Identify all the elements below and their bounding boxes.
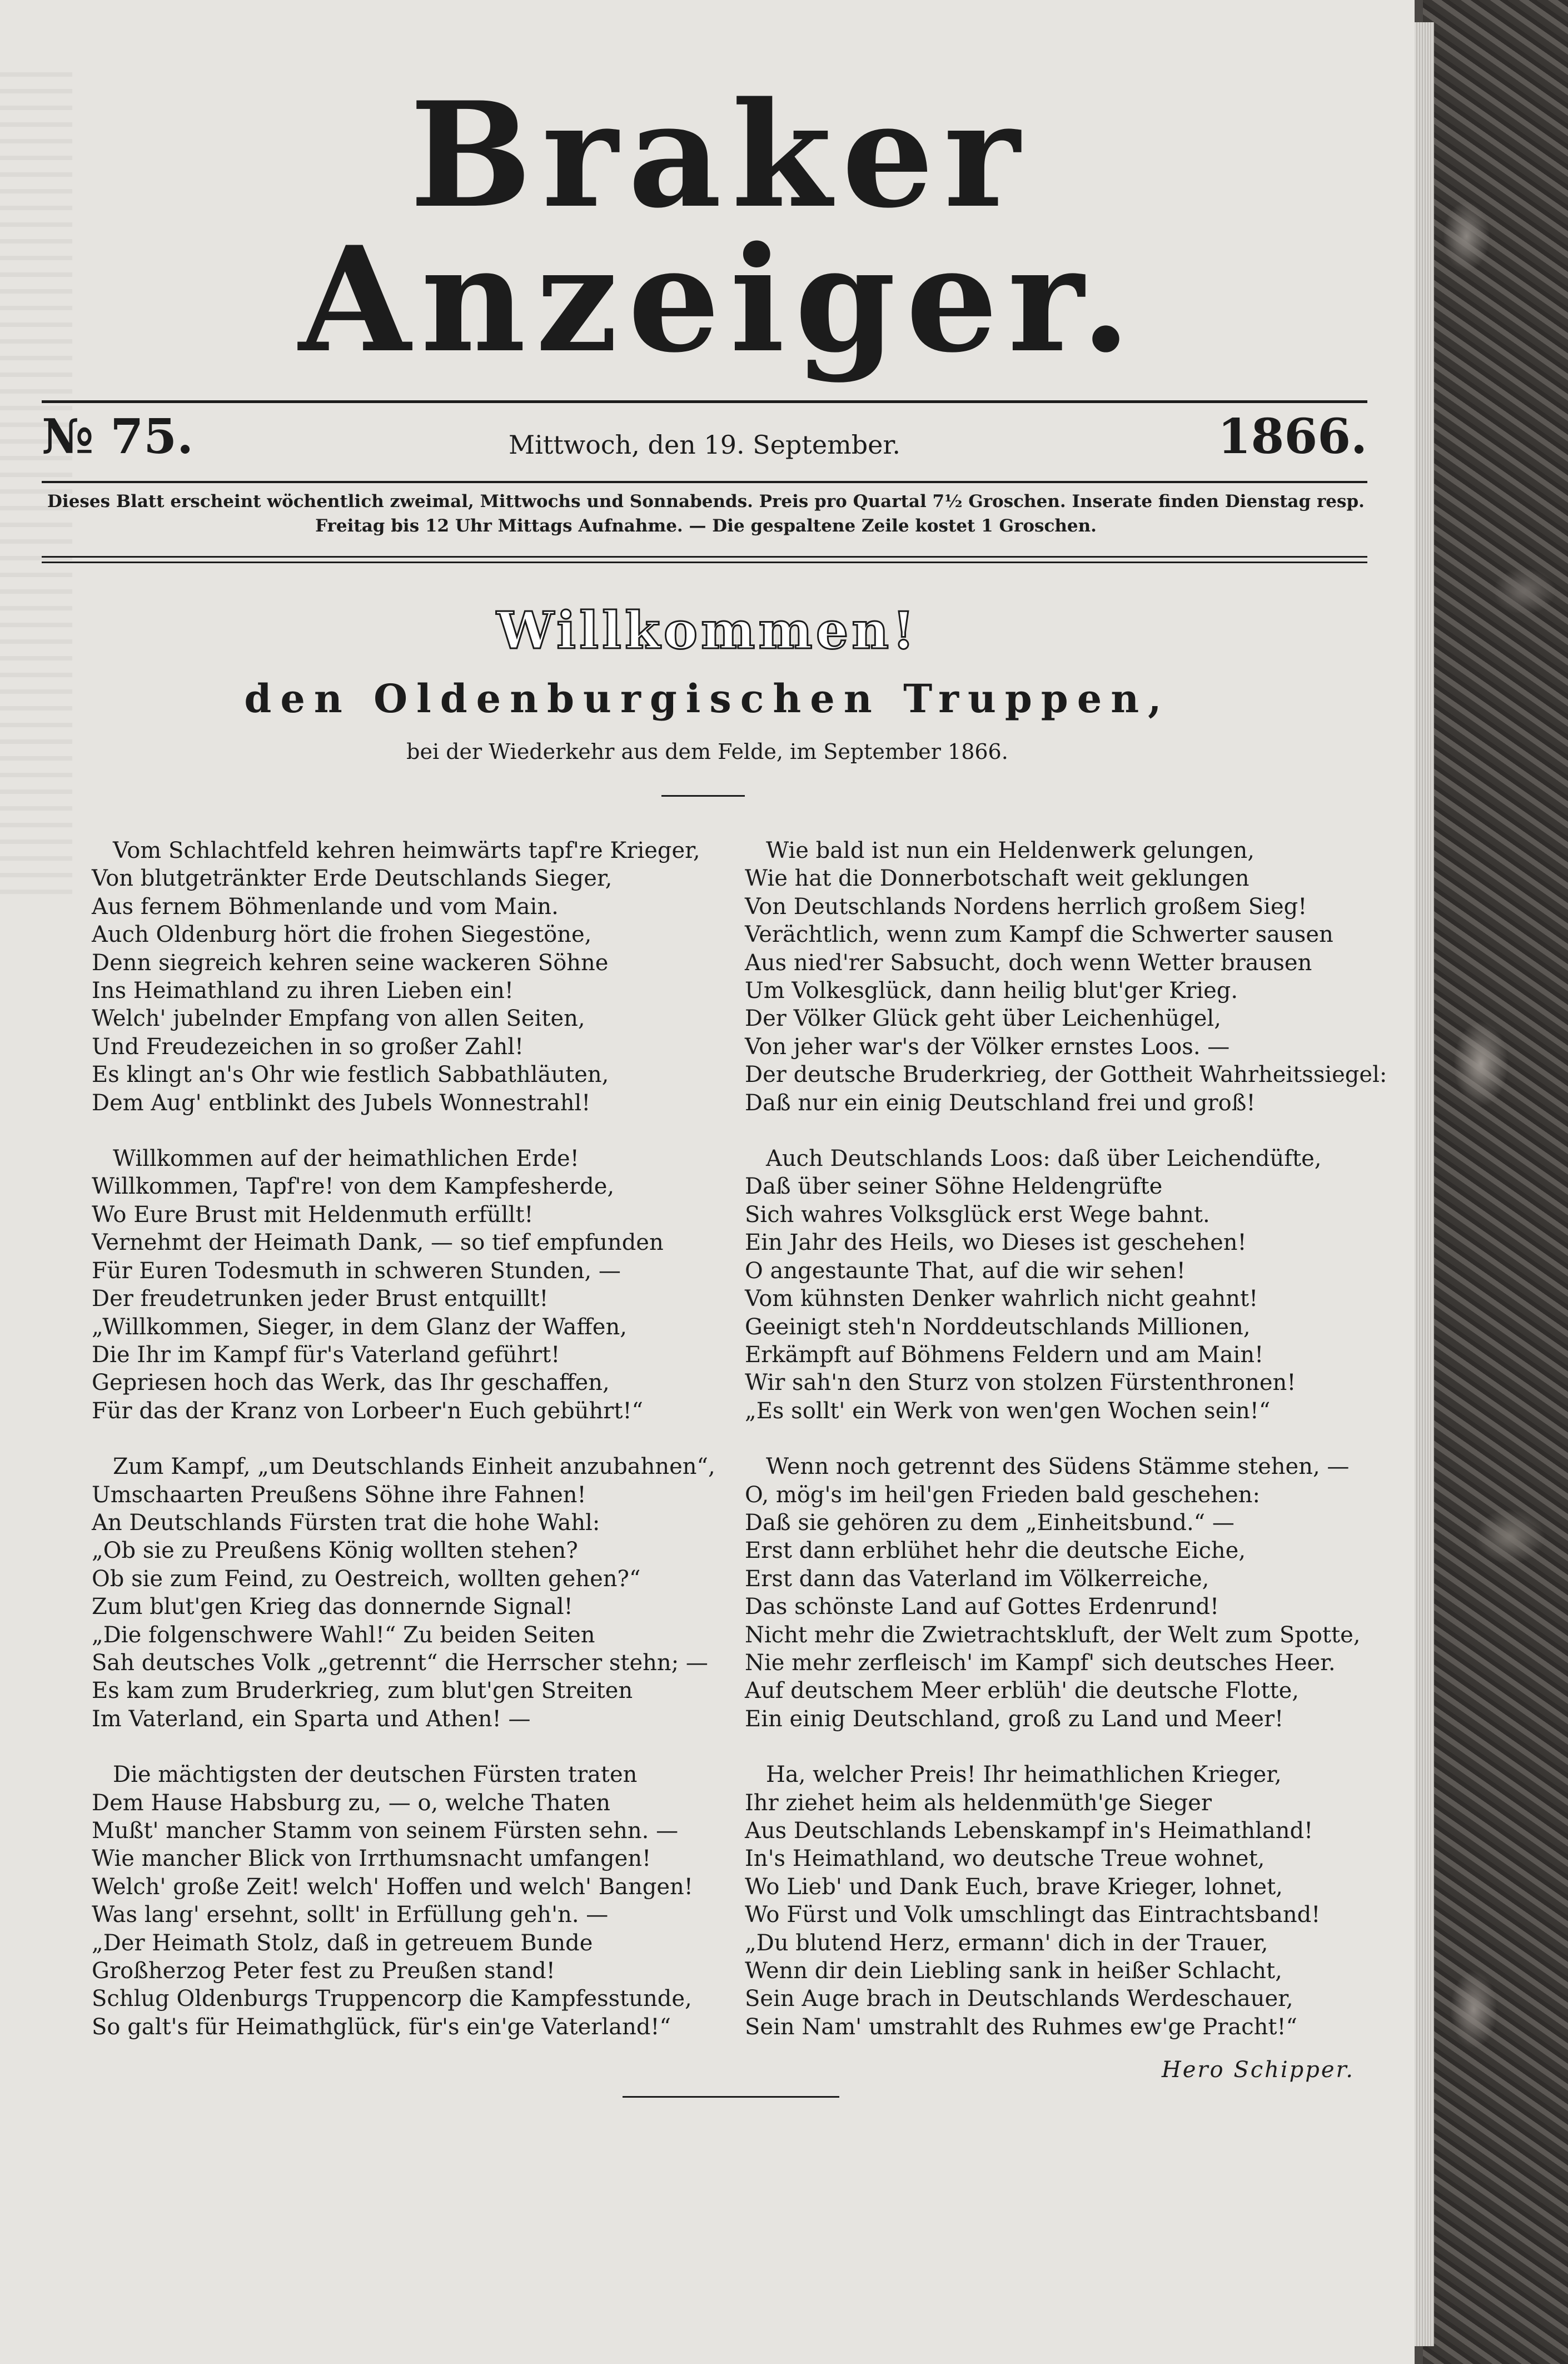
masthead-rule [42, 400, 1367, 403]
poem-line: Ihr ziehet heim als heldenmüth'ge Sieger [745, 1790, 1212, 1816]
poem-line: Sah deutsches Volk „getrennt“ die Herrscher stehn; — [92, 1650, 708, 1676]
poem-line: Ein einig Deutschland, groß zu Land und Meer! [745, 1706, 1284, 1732]
poem-line: Wo Eure Brust mit Heldenmuth erfüllt! [92, 1201, 534, 1228]
poem-line: Es kam zum Bruderkrieg, zum blut'gen Streiten [92, 1678, 633, 1704]
poem-line: Auch Deutschlands Loos: daß über Leichendüfte, [766, 1146, 1322, 1172]
poem-subtitle: den Oldenburgischen Truppen, [244, 676, 1171, 722]
poem-line: „Der Heimath Stolz, daß in getreuem Bunde [92, 1930, 593, 1956]
poem-line: Was lang' ersehnt, sollt' in Erfüllung geh'n. — [92, 1902, 609, 1928]
poem-occasion: bei der Wiederkehr aus dem Felde, im September 1866. [406, 739, 1008, 764]
poem-line: Der deutsche Bruderkrieg, der Gottheit Wahrheitssiegel: [745, 1062, 1387, 1088]
poem-line: Es klingt an's Ohr wie festlich Sabbathläuten, [92, 1062, 609, 1088]
subscription-notice [44, 489, 1367, 538]
poem-author: Hero Schipper. [1161, 2057, 1355, 2083]
poem-line: So galt's für Heimathglück, für's ein'ge Vaterland!“ [92, 2014, 671, 2040]
poem-line: Daß sie gehören zu dem „Einheitsbund.“ — [745, 1509, 1235, 1536]
poem-line: Und Freudezeichen in so großer Zahl! [92, 1034, 524, 1060]
masthead-title: Braker Anzeiger. [298, 71, 1141, 385]
poem-line: Verächtlich, wenn zum Kampf die Schwerter sausen [745, 922, 1333, 948]
poem-line: Die Ihr im Kampf für's Vaterland geführt! [92, 1342, 560, 1368]
poem-line: Wenn dir dein Liebling sank in heißer Schlacht, [745, 1958, 1282, 1984]
poem-stanza [92, 1145, 759, 1425]
poem-line: Vom kühnsten Denker wahrlich nicht geahnt! [745, 1286, 1258, 1312]
poem-line: Im Vaterland, ein Sparta und Athen! — [92, 1706, 531, 1732]
poem-line: Auch Oldenburg hört die frohen Siegestöne, [92, 922, 592, 948]
poem-line: Von Deutschlands Nordens herrlich großem Sieg! [745, 893, 1307, 920]
poem-line: Erst dann erblühet hehr die deutsche Eiche, [745, 1538, 1246, 1564]
poem-line: Vom Schlachtfeld kehren heimwärts tapf're Krieger, [113, 838, 700, 863]
poem-line: Dem Hause Habsburg zu, — o, welche Thaten [92, 1790, 611, 1816]
poem-line: Geeinigt steh'n Norddeutschlands Millionen, [745, 1314, 1251, 1340]
poem-line: Der freudetrunken jeder Brust entquillt! [92, 1286, 549, 1312]
poem-line: Wenn noch getrennt des Südens Stämme stehen, — [766, 1454, 1350, 1480]
title-separator [661, 795, 745, 797]
poem-line: „Es sollt' ein Werk von wen'gen Wochen sein!“ [745, 1398, 1271, 1424]
poem-line: Dem Aug' entblinkt des Jubels Wonnestrahl! [92, 1090, 591, 1116]
poem-line: Für das der Kranz von Lorbeer'n Euch gebührt!“ [92, 1398, 643, 1424]
marbled-book-cover [1423, 0, 1568, 2364]
issue-date: Mittwoch, den 19. September. [509, 430, 900, 460]
notice-rule-bottom [42, 562, 1367, 563]
poem-line: An Deutschlands Fürsten trat die hohe Wahl: [92, 1509, 600, 1536]
poem-line: Auf deutschem Meer erblüh' die deutsche Flotte, [745, 1678, 1299, 1704]
poem-line: „Du blutend Herz, ermann' dich in der Trauer, [745, 1930, 1268, 1956]
poem-line: Sein Nam' umstrahlt des Ruhmes ew'ge Pracht!“ [745, 2014, 1297, 2040]
poem-line: Die mächtigsten der deutschen Fürsten traten [113, 1762, 638, 1788]
poem-line: Denn siegreich kehren seine wackeren Söhne [92, 950, 609, 976]
end-rule [623, 2096, 839, 2098]
poem-line: Wir sah'n den Sturz von stolzen Fürstenthronen! [745, 1370, 1296, 1396]
poem-line: Aus Deutschlands Lebenskampf in's Heimathland! [745, 1818, 1313, 1844]
poem-line: Großherzog Peter fest zu Preußen stand! [92, 1958, 555, 1984]
poem-line: Sein Auge brach in Deutschlands Werdeschauer, [745, 1986, 1293, 2012]
poem-stanza [92, 837, 759, 1117]
poem-line: Ha, welcher Preis! Ihr heimathlichen Krieger, [766, 1762, 1282, 1788]
poem-line: Sich wahres Volksglück erst Wege bahnt. [745, 1201, 1210, 1228]
notice-rule-top [42, 556, 1367, 558]
poem-line: Gepriesen hoch das Werk, das Ihr geschaffen, [92, 1370, 610, 1396]
poem-line: Aus nied'rer Sabsucht, doch wenn Wetter brausen [745, 950, 1312, 976]
poem-line: Das schönste Land auf Gottes Erdenrund! [745, 1594, 1219, 1620]
poem-line: Mußt' mancher Stamm von seinem Fürsten sehn. — [92, 1818, 679, 1844]
poem-line: In's Heimathland, wo deutsche Treue wohnet, [745, 1846, 1265, 1872]
poem-line: Schlug Oldenburgs Truppencorp die Kampfesstunde, [92, 1986, 692, 2012]
poem-line: Umschaarten Preußens Söhne ihre Fahnen! [92, 1482, 586, 1508]
poem-column-left [92, 837, 759, 2069]
poem-line: Daß nur ein einig Deutschland frei und groß! [745, 1090, 1256, 1116]
poem-line: Nicht mehr die Zwietrachtskluft, der Welt zum Spotte, [745, 1622, 1361, 1648]
poem-line: Ins Heimathland zu ihren Lieben ein! [92, 978, 514, 1004]
poem-line: Welch' große Zeit! welch' Hoffen und welch' Bangen! [92, 1874, 693, 1900]
poem-line: Für Euren Todesmuth in schweren Stunden, — [92, 1258, 621, 1284]
poem-line: Wo Lieb' und Dank Euch, brave Krieger, lohnet, [745, 1874, 1283, 1900]
poem-stanza [745, 1453, 1412, 1733]
poem-line: Aus fernem Böhmenlande und vom Main. [92, 893, 559, 920]
poem-line: Nie mehr zerfleisch' im Kampf' sich deutsches Heer. [745, 1650, 1336, 1676]
issue-number: № 75. [42, 409, 194, 465]
poem-stanza [745, 837, 1412, 1117]
dateline [42, 409, 1367, 475]
poem-line: Wie bald ist nun ein Heldenwerk gelungen, [766, 838, 1255, 863]
poem-line: Wo Fürst und Volk umschlingt das Eintrachtsband! [745, 1902, 1321, 1928]
poem-title: Willkommen! [496, 600, 918, 660]
poem-stanza [92, 1453, 759, 1733]
issue-year: 1866. [1217, 409, 1367, 465]
notice-line-2: Freitag bis 12 Uhr Mittags Aufnahme. — Die gespaltene Zeile kostet 1 Groschen. [315, 516, 1097, 536]
poem-stanza [92, 1761, 759, 2041]
poem-line: O, mög's im heil'gen Frieden bald geschehen: [745, 1482, 1260, 1508]
poem-line: Wie mancher Blick von Irrthumsnacht umfangen! [92, 1846, 651, 1872]
poem-line: Erst dann das Vaterland im Völkerreiche, [745, 1566, 1209, 1592]
poem-stanza [745, 1761, 1412, 2041]
poem-line: Willkommen, Tapf're! von dem Kampfesherde, [92, 1174, 615, 1200]
poem-line: Zum Kampf, „um Deutschlands Einheit anzubahnen“, [113, 1454, 715, 1480]
poem-line: Erkämpft auf Böhmens Feldern und am Main! [745, 1342, 1264, 1368]
poem-line: Um Volkesglück, dann heilig blut'ger Krieg. [745, 978, 1238, 1004]
poem-line: Ob sie zum Feind, zu Oestreich, wollten gehen?“ [92, 1566, 641, 1592]
poem-line: Von jeher war's der Völker ernstes Loos. — [745, 1034, 1230, 1060]
poem-line: Daß über seiner Söhne Heldengrüfte [745, 1174, 1163, 1200]
poem-stanza [745, 1145, 1412, 1425]
poem-line: Welch' jubelnder Empfang von allen Seiten, [92, 1006, 585, 1032]
poem-line: Zum blut'gen Krieg das donnernde Signal! [92, 1594, 573, 1620]
poem-line: Ein Jahr des Heils, wo Dieses ist geschehen! [745, 1230, 1247, 1256]
poem-line: Willkommen auf der heimathlichen Erde! [113, 1146, 579, 1172]
poem-line: Von blutgetränkter Erde Deutschlands Sieger, [92, 866, 613, 892]
poem-line: „Ob sie zu Preußens König wollten stehen? [92, 1538, 578, 1564]
poem-line: „Die folgenschwere Wahl!“ Zu beiden Seiten [92, 1622, 595, 1648]
poem-line: Der Völker Glück geht über Leichenhügel, [745, 1006, 1221, 1032]
poem-line: O angestaunte That, auf die wir sehen! [745, 1258, 1186, 1284]
poem-line: „Willkommen, Sieger, in dem Glanz der Waffen, [92, 1314, 627, 1340]
notice-line-1: Dieses Blatt erscheint wöchentlich zweimal, Mittwochs und Sonnabends. Preis pro Quartal 7½ Groschen. Inserate finden Dienstag resp. [47, 491, 1365, 511]
dateline-rule [42, 481, 1367, 483]
poem-column-right [745, 837, 1412, 2069]
poem-line: Vernehmt der Heimath Dank, — so tief empfunden [92, 1230, 664, 1256]
poem-line: Wie hat die Donnerbotschaft weit geklungen [745, 866, 1250, 892]
